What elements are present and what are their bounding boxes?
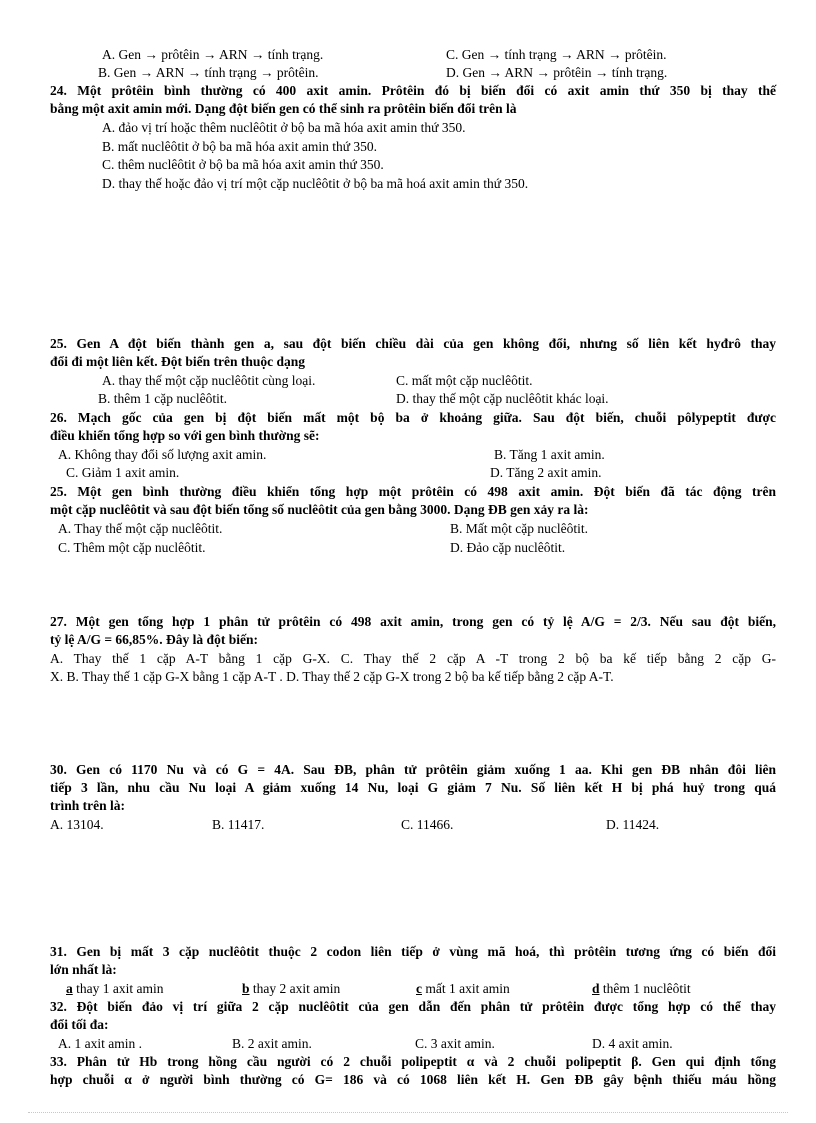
q26-option-b: B. Tăng 1 axit amin. <box>494 447 605 462</box>
q30-option-b: B. 11417. <box>212 817 265 832</box>
q27-options-line2: X. B. Thay thế 1 cặp G-X bằng 1 cặp A-T . D. Thay thế 2 cặp G-X trong 2 bộ ba kế tiếp bằng 2 cặp A-T. <box>50 669 614 684</box>
q25b-stem-line1: 25. Một gen bình thường điều khiển tổng hợp một prôtêin có 498 axit amin. Đột biến đã tác động trên <box>50 484 776 499</box>
q25a-stem-line2: đổi đi một liên kết. Đột biến trên thuộc dạng <box>50 354 306 369</box>
q30-stem-line1: 30. Gen có 1170 Nu và có G = 4A. Sau ĐB, phân tử prôtêin giảm xuống 1 aa. Khi gen ĐB nhân đôi liên <box>50 762 776 777</box>
q25a-option-a: A. thay thế một cặp nuclêôtit cùng loại. <box>102 373 316 388</box>
q27-stem-line2: tỷ lệ A/G = 66,85%. Đây là đột biến: <box>50 632 258 647</box>
q32-option-d: D. 4 axit amin. <box>592 1036 673 1051</box>
q31-option-a <box>66 981 163 997</box>
q31-option-d <box>592 981 691 997</box>
q24-option-d: D. thay thế hoặc đảo vị trí một cặp nuclêôtit ở bộ ba mã hoá axit amin thứ 350. <box>102 176 529 191</box>
q26-stem-line2: điều khiển tổng hợp so với gen bình thường sẽ: <box>50 428 320 443</box>
q31-option-b <box>242 981 340 997</box>
q32-option-b: B. 2 axit amin. <box>232 1036 312 1051</box>
q25b-option-c: C. Thêm một cặp nuclêôtit. <box>58 540 206 555</box>
q25b-option-b: B. Mất một cặp nuclêôtit. <box>450 521 588 536</box>
q30-stem-line3: trình trên là: <box>50 798 125 813</box>
q26-option-d: D. Tăng 2 axit amin. <box>490 465 602 480</box>
q27-stem-line1: 27. Một gen tổng hợp 1 phân tử prôtêin có 498 axit amin, trong gen có tỷ lệ A/G = 2/3. Nếu sau đột biến, <box>50 614 776 629</box>
q25a-option-d: D. thay thế một cặp nuclêôtit khác loại. <box>396 391 609 406</box>
q25b-stem-line2: một cặp nuclêôtit và sau đột biến tổng số nuclêôtit của gen bằng 3000. Dạng ĐB gen xảy ra là: <box>50 502 589 517</box>
q25b-option-a: A. Thay thế một cặp nuclêôtit. <box>58 521 223 536</box>
q31-option-a-letter: a <box>66 981 73 996</box>
q23-option-b: B. Gen → ARN → tính trạng → prôtêin. <box>98 65 319 80</box>
q26-stem-line1: 26. Mạch gốc của gen bị đột biến mất một bộ ba ở khoảng giữa. Sau đột biến, chuỗi pôlypeptit được <box>50 410 776 425</box>
q32-stem-line2: đổi tối đa: <box>50 1017 109 1032</box>
q30-option-a: A. 13104. <box>50 817 104 832</box>
q31-option-c <box>416 981 510 997</box>
q31-option-d-letter: d <box>592 981 600 996</box>
q24-option-b: B. mất nuclêôtit ở bộ ba mã hóa axit amin thứ 350. <box>102 139 378 154</box>
q26-option-a: A. Không thay đổi số lượng axit amin. <box>58 447 267 462</box>
q23-option-d: D. Gen → ARN → prôtêin → tính trạng. <box>446 65 668 80</box>
q30-stem-line2: tiếp 3 lần, nhu cầu Nu loại A giảm xuống 14 Nu, loại G giảm 7 Nu. Số liên kết H bị phá huỷ trong quá <box>50 780 776 795</box>
q24-option-c: C. thêm nuclêôtit ở bộ ba mã hóa axit amin thứ 350. <box>102 157 384 172</box>
q26-option-c: C. Giảm 1 axit amin. <box>66 465 180 480</box>
q32-option-c: C. 3 axit amin. <box>415 1036 495 1051</box>
q31-option-c-text: mất 1 axit amin <box>422 981 510 996</box>
q25b-option-d: D. Đảo cặp nuclêôtit. <box>450 540 566 555</box>
q32-option-a: A. 1 axit amin . <box>58 1036 142 1051</box>
q25a-option-b: B. thêm 1 cặp nuclêôtit. <box>98 391 227 406</box>
q33-stem-line1: 33. Phân tử Hb trong hồng cầu người có 2 chuỗi polipeptit α và 2 chuỗi polipeptit β. Gen qui định tổng <box>50 1054 776 1069</box>
q33-stem-line2: hợp chuỗi α ở người bình thường có G= 186 và có 1068 liên kết H. Gen ĐB gây bệnh thiếu máu hồng <box>50 1072 776 1087</box>
q24-stem-line2: bằng một axit amin mới. Dạng đột biến gen có thể sinh ra prôtêin biến đổi trên là <box>50 101 517 116</box>
q23-option-a: A. Gen → prôtêin → ARN → tính trạng. <box>102 47 324 62</box>
q31-stem-line2: lớn nhất là: <box>50 962 117 977</box>
q31-option-d-text: thêm 1 nuclêôtit <box>599 981 691 996</box>
q25a-option-c: C. mất một cặp nuclêôtit. <box>396 373 533 388</box>
q31-option-b-letter: b <box>242 981 250 996</box>
page-bottom-divider <box>28 1112 788 1113</box>
q31-option-b-text: thay 2 axit amin <box>249 981 341 996</box>
q24-stem-line1: 24. Một prôtêin bình thường có 400 axit amin. Prôtêin đó bị biến đổi có axit amin thứ 350 bị thay thế <box>50 83 776 98</box>
q25a-stem-line1: 25. Gen A đột biến thành gen a, sau đột biến chiều dài của gen không đổi, nhưng số liên kết hyđrô thay <box>50 336 776 351</box>
q30-option-d: D. 11424. <box>606 817 660 832</box>
q31-option-a-text: thay 1 axit amin <box>72 981 164 996</box>
q32-stem-line1: 32. Đột biến đảo vị trí giữa 2 cặp nuclêôtit của gen dẫn đến phân tử prôtêin được tổng hợp có thể thay <box>50 999 776 1014</box>
q30-option-c: C. 11466. <box>401 817 454 832</box>
q24-option-a: A. đảo vị trí hoặc thêm nuclêôtit ở bộ ba mã hóa axit amin thứ 350. <box>102 120 466 135</box>
q31-option-c-letter: c <box>416 981 422 996</box>
q31-stem-line1: 31. Gen bị mất 3 cặp nuclêôtit thuộc 2 codon liên tiếp ở vùng mã hoá, thì prôtêin tương ứng có biến đổi <box>50 944 776 959</box>
q23-option-c: C. Gen → tính trạng → ARN → prôtêin. <box>446 47 667 62</box>
q27-options-line1: A. Thay thế 1 cặp A-T bằng 1 cặp G-X. C. Thay thế 2 cặp A -T trong 2 bộ ba kế tiếp bằng 2 cặp G- <box>50 651 776 666</box>
